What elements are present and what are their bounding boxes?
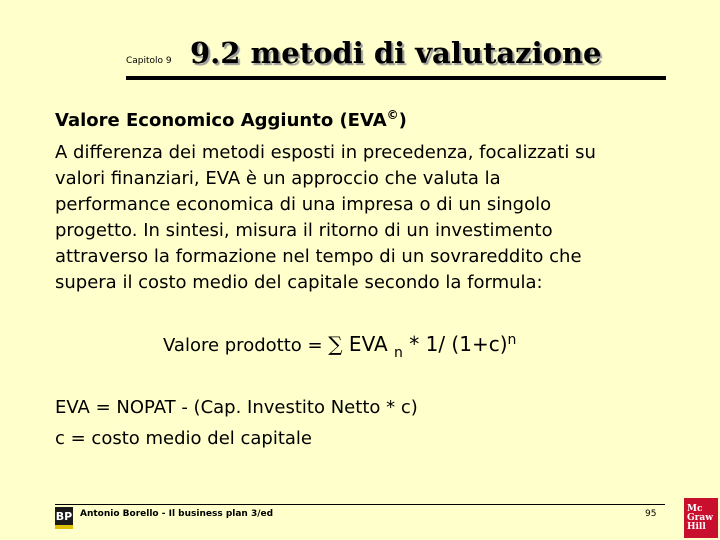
section-heading-close: ) bbox=[398, 110, 407, 131]
copyright-symbol: © bbox=[386, 108, 399, 122]
footer-credit: Antonio Borello - Il business plan 3/ed bbox=[80, 509, 274, 519]
body-paragraph bbox=[55, 140, 665, 296]
publisher-logo-line: Hill bbox=[687, 521, 706, 532]
paragraph-line: performance economica di una impresa o di un singolo bbox=[55, 194, 552, 215]
formula-eva: EVA bbox=[342, 332, 395, 356]
chapter-label: Capitolo 9 bbox=[126, 56, 172, 66]
publisher-logo-line: Graw bbox=[687, 512, 714, 523]
publisher-logo-icon bbox=[684, 498, 718, 538]
formula-exponent: n bbox=[507, 332, 517, 348]
title-divider bbox=[126, 76, 666, 80]
paragraph-line: supera il costo medio del capitale secondo la formula: bbox=[55, 272, 543, 293]
page-number: 95 bbox=[645, 509, 657, 519]
book-logo-icon: BP bbox=[55, 507, 73, 525]
formula-lhs: Valore prodotto = bbox=[163, 335, 329, 356]
paragraph-line: valori finanziari, EVA è un approccio che valuta la bbox=[55, 168, 501, 189]
formula-subscript: n bbox=[394, 345, 403, 361]
paragraph-line: A differenza dei metodi esposti in precedenza, focalizzati su bbox=[55, 142, 596, 163]
slide-title: 9.2 metodi di valutazione bbox=[190, 36, 602, 70]
sigma-symbol: ∑ bbox=[328, 332, 343, 356]
paragraph-line: progetto. In sintesi, misura il ritorno di un investimento bbox=[55, 220, 553, 241]
footer-divider bbox=[55, 504, 665, 505]
section-heading bbox=[55, 108, 407, 131]
paragraph-line: attraverso la formazione nel tempo di un sovrareddito che bbox=[55, 246, 582, 267]
publisher-logo-line: Mc bbox=[687, 503, 703, 514]
formula-rest: * 1/ (1+c) bbox=[402, 332, 508, 356]
section-heading-text: Valore Economico Aggiunto (EVA bbox=[55, 110, 387, 131]
eva-definition: EVA = NOPAT - (Cap. Investito Netto * c) bbox=[55, 397, 418, 418]
book-logo-base bbox=[55, 525, 73, 529]
value-formula bbox=[163, 332, 517, 361]
cost-definition: c = costo medio del capitale bbox=[55, 428, 313, 449]
